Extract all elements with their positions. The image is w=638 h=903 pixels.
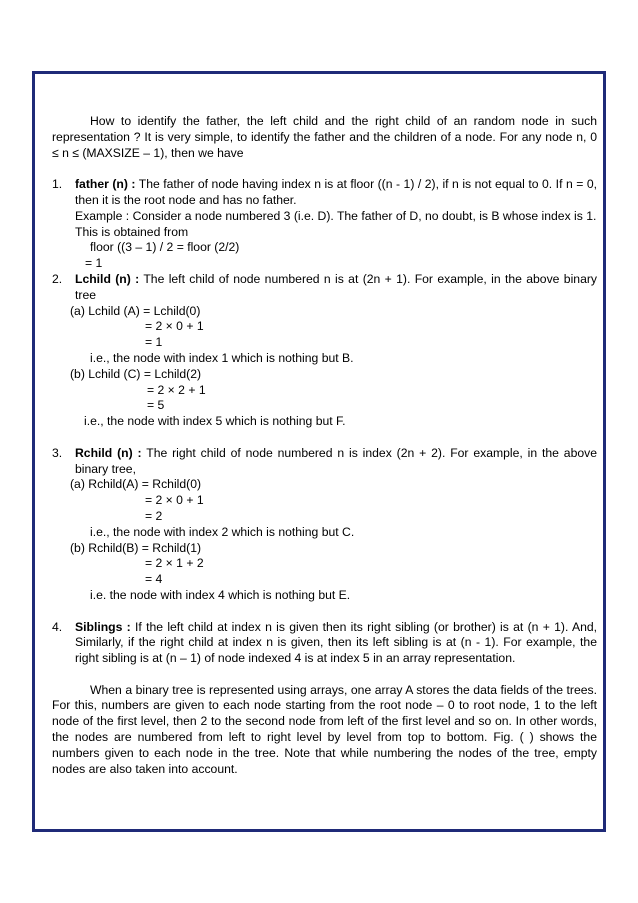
derivation-line: = 1 bbox=[85, 256, 103, 271]
list-item-lchild bbox=[52, 272, 597, 430]
list-item-siblings bbox=[52, 620, 597, 667]
page-content bbox=[52, 114, 597, 777]
item-text: The right child of node numbered n is index (2n + 2). For example, in the above binary tree, bbox=[75, 445, 598, 476]
list-item-father bbox=[52, 177, 597, 272]
item-text: The left child of node numbered n is at (2n + 1). For example, in the above binary tree bbox=[75, 271, 597, 302]
item-title: Siblings : bbox=[75, 619, 131, 634]
derivation-line: = 1 bbox=[145, 335, 163, 350]
item-number: 1. bbox=[52, 177, 63, 192]
item-number: 3. bbox=[52, 445, 63, 460]
intro-paragraph: How to identify the father, the left child and the right child of an random node in such representation ? It is very simple, to identify the father and the children of a node. For any node n, 0 ≤ n ≤ (MAXSIZE – 1), then we have bbox=[52, 114, 597, 160]
item-title: father (n) : bbox=[75, 177, 136, 192]
item-text: The father of node having index n is at floor ((n - 1) / 2), if n is not equal to 0. If n = 0, then it is the root node and has no father. bbox=[75, 177, 597, 207]
derivation-line: (a) Rchild(A) = Rchild(0) bbox=[70, 477, 202, 492]
derivation-line: (a) Lchild (A) = Lchild(0) bbox=[70, 303, 201, 318]
derivation-line: floor ((3 – 1) / 2 = floor (2/2) bbox=[90, 240, 240, 255]
derivation-line: = 4 bbox=[145, 572, 163, 587]
derivation-line: = 2 bbox=[145, 508, 163, 523]
item-title: Rchild (n) : bbox=[75, 445, 142, 460]
item-text: If the left child at index n is given then its right sibling (or brother) is at (n + 1). And, Similarly, if the right child at index n is given, then its left sibling is at (n - 1). For example, the right sibling is at (n – 1) of node indexed 4 is at index 5 in an array representation. bbox=[75, 619, 598, 666]
derivation-line: i.e., the node with index 5 which is nothing but F. bbox=[84, 414, 346, 429]
derivation-line: = 2 × 1 + 2 bbox=[145, 556, 204, 571]
list-item-rchild bbox=[52, 446, 597, 604]
derivation-line: = 2 × 2 + 1 bbox=[147, 382, 206, 397]
item-number: 4. bbox=[52, 619, 63, 634]
derivation-line: = 2 × 0 + 1 bbox=[145, 319, 204, 334]
derivation-line: = 5 bbox=[147, 398, 165, 413]
derivation-line: = 2 × 0 + 1 bbox=[145, 493, 204, 508]
derivation-line: (b) Lchild (C) = Lchild(2) bbox=[70, 366, 202, 381]
closing-paragraph: When a binary tree is represented using arrays, one array A stores the data fields of the trees. For this, numbers are given to each node starting from the root node – 0 to root node, 1 to the left node of the first level, then 2 to the second node from left of the first level and so on. In other words, the nodes are numbered from left to right level by level from top to bottom. Fig. ( ) shows the numbers given to each node in the tree. Note that while numbering the nodes of the tree, empty nodes are also taken into account. bbox=[52, 682, 597, 776]
item-title: Lchild (n) : bbox=[75, 271, 140, 286]
derivation-line: (b) Rchild(B) = Rchild(1) bbox=[70, 540, 202, 555]
derivation-line: i.e., the node with index 1 which is nothing but B. bbox=[90, 350, 354, 365]
example-text: Example : Consider a node numbered 3 (i.e. D). The father of D, no doubt, is B whose index is 1. bbox=[75, 208, 597, 223]
item-number: 2. bbox=[52, 271, 63, 286]
derivation-line: i.e., the node with index 2 which is nothing but C. bbox=[90, 524, 355, 539]
derivation-line: This is obtained from bbox=[75, 224, 189, 239]
derivation-line: i.e. the node with index 4 which is nothing but E. bbox=[90, 587, 351, 602]
